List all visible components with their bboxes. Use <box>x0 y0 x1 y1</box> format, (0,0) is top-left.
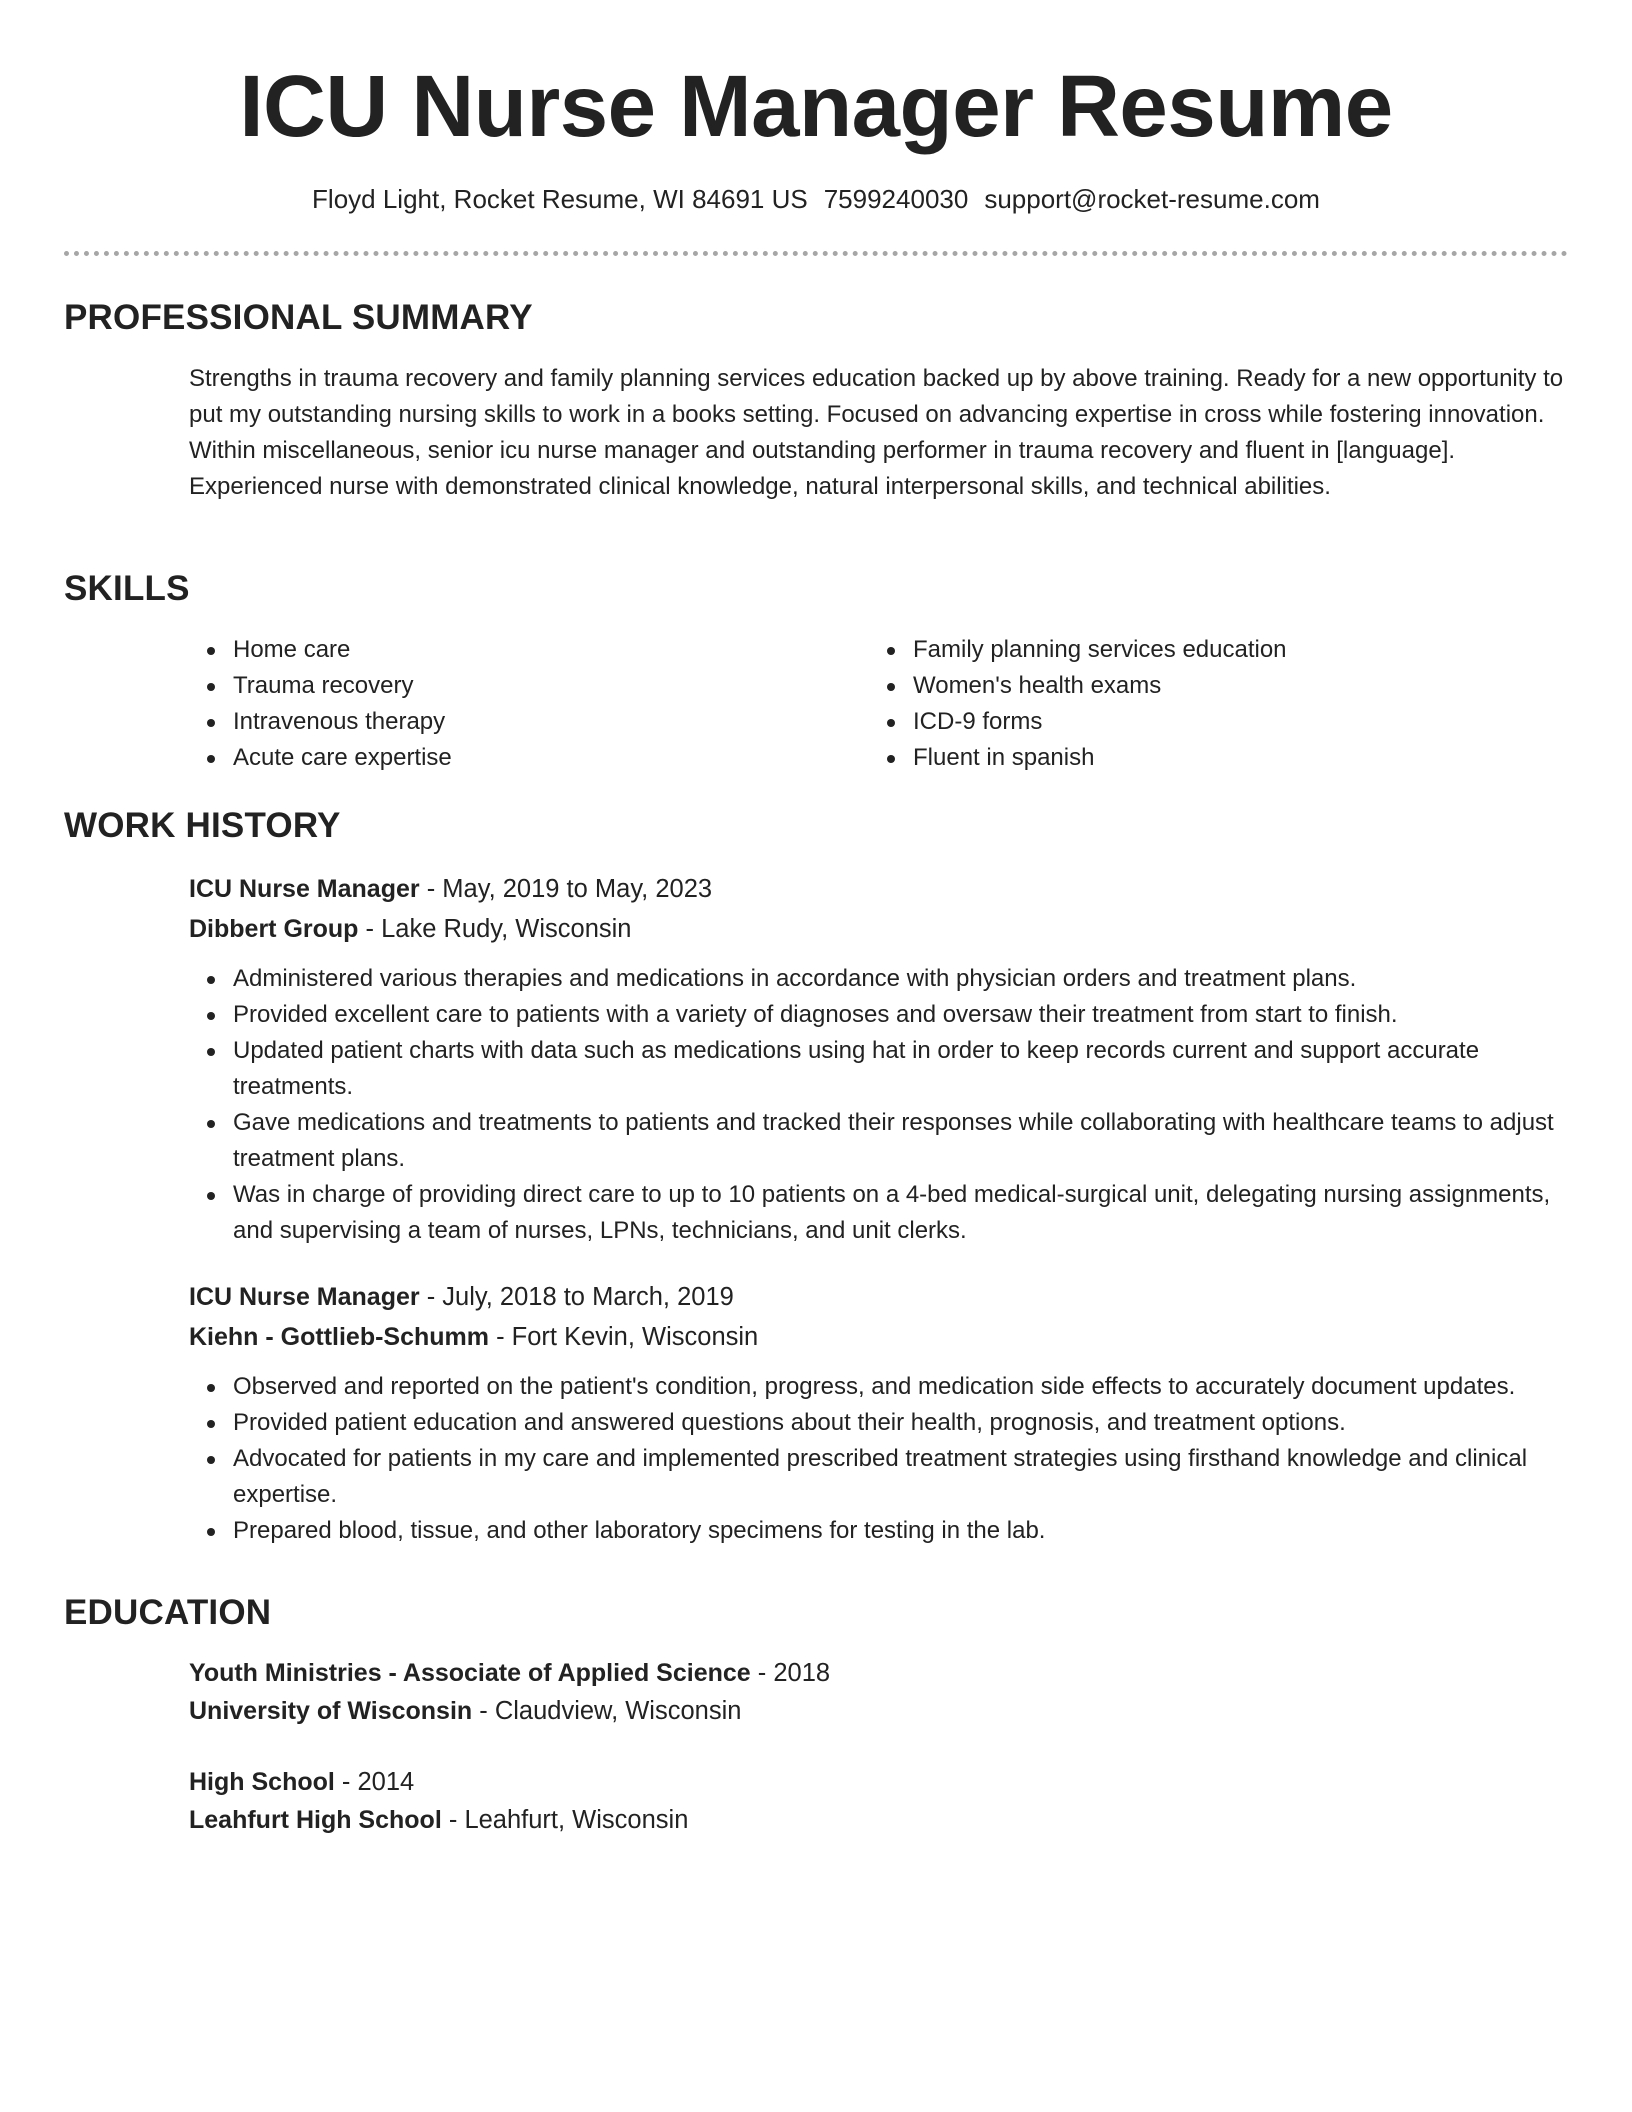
job-company: Kiehn - Gottlieb-Schumm <box>189 1323 489 1351</box>
job-title-line <box>189 869 1568 909</box>
education-entry <box>189 1763 1568 1839</box>
job-title: ICU Nurse Manager <box>189 875 420 903</box>
skill-item: Trauma recovery <box>189 668 869 704</box>
education-location: - Leahfurt, Wisconsin <box>441 1806 689 1834</box>
skills-list-left <box>189 632 869 776</box>
skill-item: Acute care expertise <box>189 740 869 776</box>
job-duties <box>189 961 1579 1249</box>
education-degree-line <box>189 1654 1568 1692</box>
contact-address: Floyd Light, Rocket Resume, WI 84691 US <box>312 184 808 214</box>
education-year: - 2014 <box>334 1768 415 1796</box>
job-entry <box>189 869 1568 1249</box>
contact-line <box>0 183 1632 215</box>
job-duty: Advocated for patients in my care and implemented prescribed treatment strategies using firsthand knowledge and clinical expertise. <box>189 1441 1579 1513</box>
job-duty: Provided excellent care to patients with a variety of diagnoses and oversaw their treatment from start to finish. <box>189 997 1579 1033</box>
skill-item: Intravenous therapy <box>189 704 869 740</box>
contact-phone: 7599240030 <box>823 184 969 214</box>
job-duty: Observed and reported on the patient's condition, progress, and medication side effects to accurately document updates. <box>189 1369 1579 1405</box>
education-degree-line <box>189 1763 1568 1801</box>
education-entry <box>189 1654 1568 1730</box>
job-location: - Lake Rudy, Wisconsin <box>358 915 632 943</box>
education-location: - Claudview, Wisconsin <box>472 1697 742 1725</box>
header-divider <box>64 251 1568 256</box>
job-duty: Was in charge of providing direct care to up to 10 patients on a 4-bed medical-surgical unit, delegating nursing assignments, and supervising a team of nurses, LPNs, technicians, and unit clerks. <box>189 1177 1579 1249</box>
resume-title: ICU Nurse Manager Resume <box>239 58 1393 155</box>
education-school: University of Wisconsin <box>189 1697 473 1725</box>
job-company: Dibbert Group <box>189 915 359 943</box>
education-year: - 2018 <box>750 1659 831 1687</box>
job-title: ICU Nurse Manager <box>189 1283 420 1311</box>
skill-item: Women's health exams <box>869 668 1549 704</box>
job-title-line <box>189 1277 1568 1317</box>
summary-heading: PROFESSIONAL SUMMARY <box>64 298 533 337</box>
job-duty: Provided patient education and answered questions about their health, prognosis, and treatment options. <box>189 1405 1579 1441</box>
education-school-line <box>189 1692 1568 1730</box>
job-duties <box>189 1369 1579 1549</box>
education-degree: Youth Ministries - Associate of Applied Science <box>189 1659 751 1687</box>
job-location: - Fort Kevin, Wisconsin <box>489 1323 759 1351</box>
job-company-line <box>189 1317 1568 1357</box>
education-school: Leahfurt High School <box>189 1806 442 1834</box>
work-section <box>64 805 1568 1549</box>
education-heading: EDUCATION <box>64 1593 272 1632</box>
skill-item: Fluent in spanish <box>869 740 1549 776</box>
job-company-line <box>189 909 1568 949</box>
skill-item: Family planning services education <box>869 632 1549 668</box>
job-duty: Gave medications and treatments to patients and tracked their responses while collaborating with healthcare teams to adjust treatment plans. <box>189 1105 1579 1177</box>
education-degree: High School <box>189 1768 335 1796</box>
work-heading: WORK HISTORY <box>64 806 341 845</box>
skills-section <box>64 568 1568 776</box>
job-duty: Administered various therapies and medications in accordance with physician orders and treatment plans. <box>189 961 1579 997</box>
job-entry <box>189 1277 1568 1549</box>
contact-email: support@rocket-resume.com <box>984 184 1320 214</box>
education-school-line <box>189 1801 1568 1839</box>
skill-item: Home care <box>189 632 869 668</box>
job-duty: Updated patient charts with data such as medications using hat in order to keep records current and support accurate treatments. <box>189 1033 1579 1105</box>
education-section <box>64 1592 1568 1839</box>
summary-text: Strengths in trauma recovery and family planning services education backed up by above training. Ready for a new opportunity to put my outstanding nursing skills to work in a books setting. Focused on advancing expertise in cross while fostering innovation. Within miscellaneous, senior icu nurse manager and outstanding performer in trauma recovery and fluent in [language]. Experienced nurse with demonstrated clinical knowledge, natural interpersonal skills, and technical abilities. <box>189 365 1564 500</box>
skills-grid <box>189 632 1569 776</box>
job-dates: - July, 2018 to March, 2019 <box>419 1283 734 1311</box>
skill-item: ICD-9 forms <box>869 704 1549 740</box>
summary-section <box>64 297 1568 505</box>
skills-heading: SKILLS <box>64 569 190 608</box>
job-dates: - May, 2019 to May, 2023 <box>419 875 713 903</box>
skills-list-right <box>869 632 1549 776</box>
job-duty: Prepared blood, tissue, and other laboratory specimens for testing in the lab. <box>189 1513 1579 1549</box>
